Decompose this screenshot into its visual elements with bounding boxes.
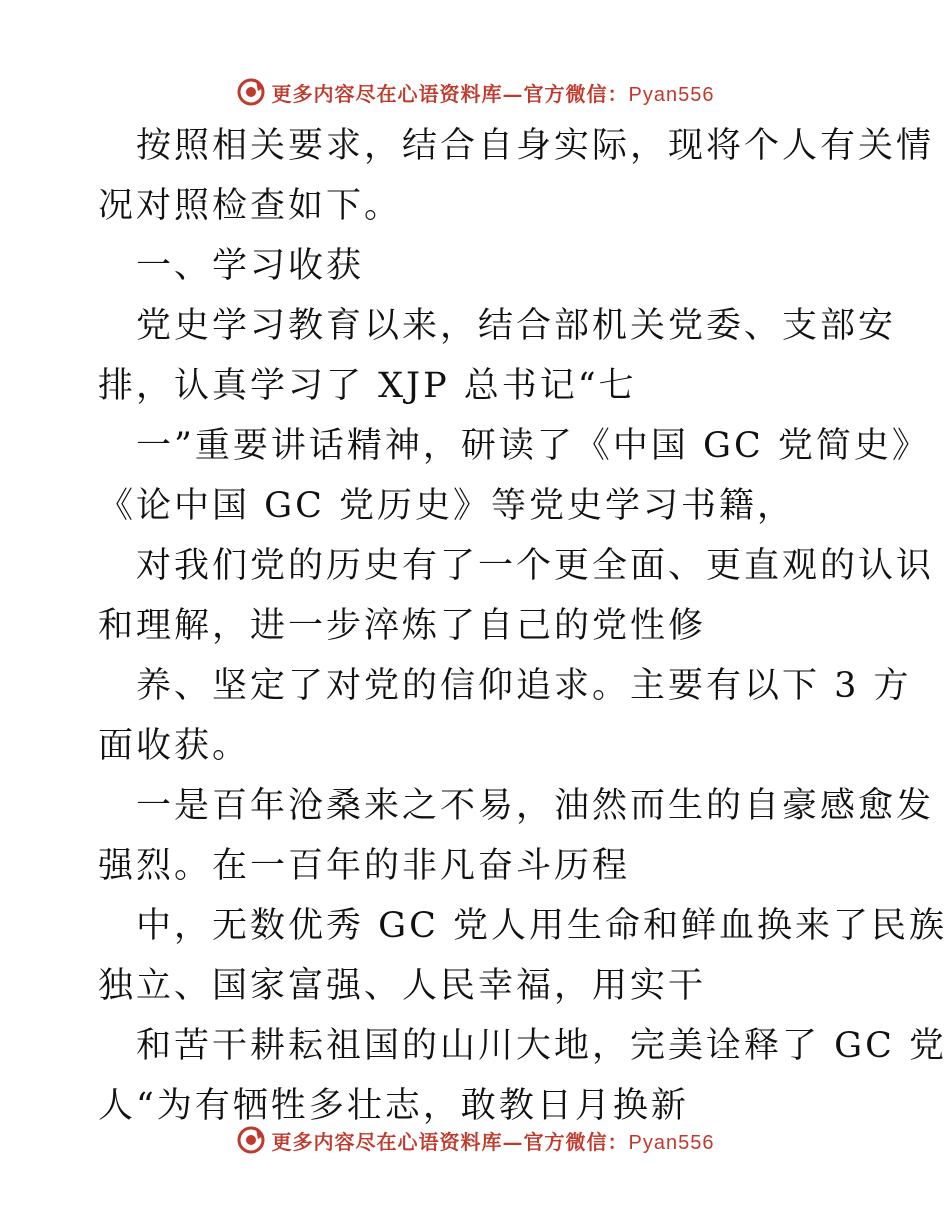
- text-line: 一是百年沧桑来之不易，油然而生的自豪感愈发: [136, 786, 935, 826]
- text-line: 中，无数优秀 GC 党人用生命和鲜血换来了民族: [136, 906, 947, 946]
- text-line: 和理解，进一步淬炼了自己的党性修: [98, 606, 707, 646]
- text-line: 按照相关要求，结合自身实际，现将个人有关情: [136, 126, 935, 166]
- text-line: 独立、国家富强、人民幸福，用实干: [98, 966, 707, 1006]
- text-line: 况对照检查如下。: [98, 186, 403, 226]
- text-line: 面收获。: [98, 726, 251, 766]
- text-line: 一”重要讲话精神，研读了《中国 GC 党简史》: [136, 426, 930, 466]
- watermark-text: 更多内容尽在心语资料库—官方微信：Pyan556: [271, 81, 715, 106]
- footer-watermark: [0, 1120, 950, 1160]
- text-line: 强烈。在一百年的非凡奋斗历程: [98, 846, 631, 886]
- watermark-text: 更多内容尽在心语资料库—官方微信：Pyan556: [271, 1129, 715, 1154]
- document-body: [98, 116, 947, 1136]
- text-line: 人“为有牺牲多壮志，敢教日月换新: [98, 1086, 689, 1126]
- text-line: 对我们党的历史有了一个更全面、更直观的认识: [136, 546, 935, 586]
- text-line: 排，认真学习了 XJP 总书记“七: [98, 366, 637, 406]
- header-watermark: [0, 72, 950, 112]
- text-line: 《论中国 GC 党历史》等党史学习书籍，: [98, 486, 795, 526]
- text-line: 和苦干耕耘祖国的山川大地，完美诠释了 GC 党: [136, 1026, 947, 1066]
- watermark-logo-icon: [236, 1125, 266, 1155]
- watermark-logo-icon: [236, 77, 266, 107]
- text-line: 养、坚定了对党的信仰追求。主要有以下 3 方: [136, 666, 912, 706]
- text-line: 党史学习教育以来，结合部机关党委、支部安: [136, 306, 897, 346]
- section-heading: 一、学习收获: [136, 246, 365, 286]
